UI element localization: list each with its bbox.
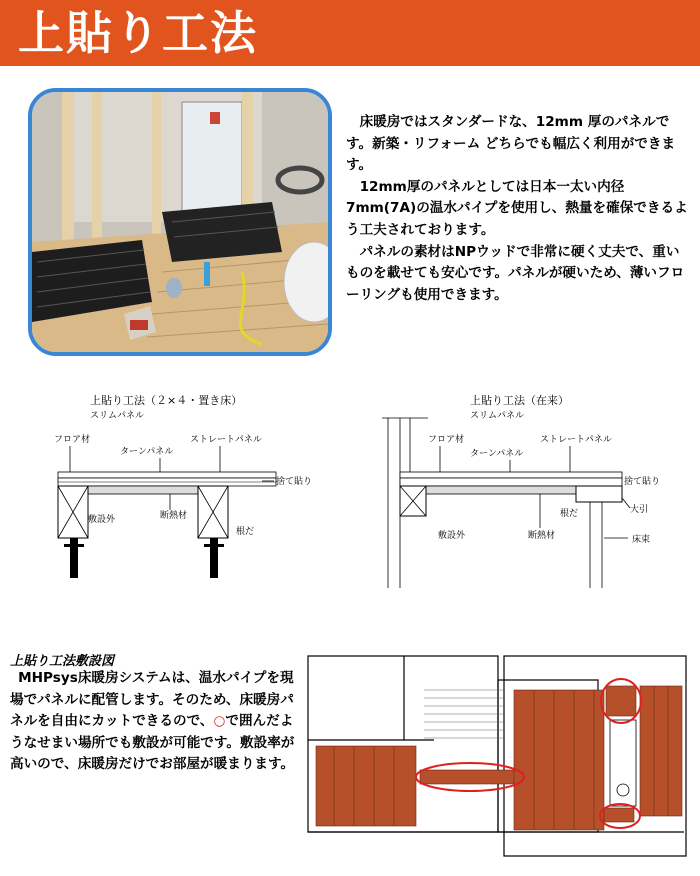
diagram-subtitle: スリムパネル bbox=[470, 411, 525, 421]
label-neda: 根だ bbox=[560, 509, 579, 519]
section-body-text: で囲んだようなせまい場所でも敷設が可能です。敷設率が高いので、床暖房だけでお部屋が暖まります。 bbox=[10, 713, 295, 773]
construction-photo-illustration bbox=[32, 92, 328, 352]
label-shikisetsugai: 敷設外 bbox=[438, 531, 466, 541]
page-title: 上貼り工法 bbox=[18, 6, 258, 60]
section-body-text: MHPsys床暖房システムは、温水パイプを現場でパネルに配管します。そのため、床暖房パネルを自由にカットできるので、 bbox=[10, 670, 294, 730]
label-sutebari: 捨て貼り bbox=[624, 477, 661, 487]
floor-plan bbox=[304, 650, 696, 862]
cross-section-zairai bbox=[380, 388, 680, 598]
label-tokozuka: 床束 bbox=[632, 535, 651, 545]
diagram-title: 上貼り工法（在来） bbox=[470, 394, 569, 407]
label-floor: フロア材 bbox=[428, 435, 465, 445]
section-body bbox=[10, 668, 300, 776]
intro-paragraph: 床暖房ではスタンダードな、12mm 厚のパネルです。新築・リフォーム どちらでも幅広く利用ができます。 bbox=[346, 114, 676, 174]
label-turn-panel: ターンパネル bbox=[470, 449, 524, 459]
label-dannetsu: 断熱材 bbox=[528, 531, 556, 541]
label-floor: フロア材 bbox=[54, 435, 91, 445]
intro-paragraph: パネルの素材はNPウッドで非常に硬く丈夫で、重いものを載せても安心です。パネルが硬いため、薄いフローリングも使用できます。 bbox=[346, 243, 685, 303]
title-banner bbox=[0, 0, 700, 66]
label-neda: 根だ bbox=[236, 527, 255, 537]
intro-paragraph: 12mm厚のパネルとしては日本一太い内径7mm(7A)の温水パイプを使用し、熱量を確保できるよう工夫されております。 bbox=[346, 178, 688, 238]
diagram-title: 上貼り工法（２×４・置き床） bbox=[90, 394, 243, 407]
label-turn-panel: ターンパネル bbox=[120, 447, 174, 457]
red-circle-icon: ○ bbox=[213, 713, 226, 730]
label-dannetsu: 断熱材 bbox=[160, 511, 188, 521]
section-title: 上貼り工法敷設図 bbox=[10, 654, 115, 669]
label-ohiki: 大引 bbox=[630, 505, 649, 515]
diagram-subtitle: スリムパネル bbox=[90, 411, 145, 421]
intro-text bbox=[346, 112, 691, 306]
label-straight-panel: ストレートパネル bbox=[540, 435, 612, 445]
cross-section-2x4 bbox=[40, 388, 340, 598]
label-straight-panel: ストレートパネル bbox=[190, 435, 262, 445]
construction-photo bbox=[28, 88, 332, 356]
label-shikisetsugai: 敷設外 bbox=[88, 515, 116, 525]
label-sutebari: 捨て貼り bbox=[276, 477, 313, 487]
